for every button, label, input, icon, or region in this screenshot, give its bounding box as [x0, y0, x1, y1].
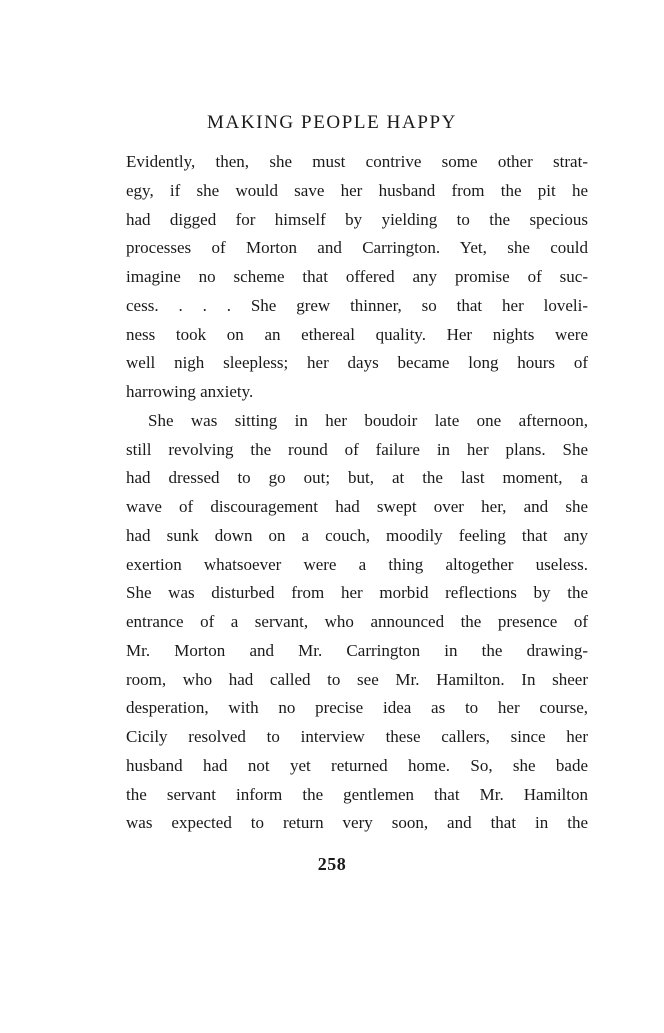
text-line: Mr. Morton and Mr. Carrington in the drawing-: [126, 640, 588, 660]
text-line: well nigh sleepless; her days became long hours of: [126, 353, 588, 373]
page-number: 258: [317, 854, 347, 874]
text-line: Evidently, then, she must contrive some other strat-: [126, 152, 588, 171]
text-line: husband had not yet returned home. So, she bade: [126, 755, 588, 775]
text-line: Cicily resolved to interview these callers, since her: [126, 727, 588, 746]
text-line: still revolving the round of failure in her plans. She: [126, 439, 588, 459]
text-line: desperation, with no precise idea as to her course,: [126, 698, 588, 718]
text-line: was expected to return very soon, and that in the: [126, 813, 588, 833]
text-line: room, who had called to see Mr. Hamilton. In sheer: [126, 669, 588, 689]
text-line: had digged for himself by yielding to the specious: [126, 209, 588, 229]
text-line: entrance of a servant, who announced the presence of: [126, 612, 588, 631]
text-line: exertion whatsoever were a thing altogether useless.: [126, 554, 588, 574]
text-line: had dressed to go out; but, at the last moment, a: [126, 468, 588, 488]
body-text: [126, 148, 588, 838]
text-line: egy, if she would save her husband from the pit he: [126, 180, 588, 200]
text-line: She was disturbed from her morbid reflections by the: [126, 583, 588, 603]
text-line: processes of Morton and Carrington. Yet, she could: [126, 238, 588, 258]
text-line: ness took on an ethereal quality. Her nights were: [126, 324, 588, 344]
text-line-paragraph-start: She was sitting in her boudoir late one afternoon,: [148, 410, 588, 430]
text-line: cess. . . . She grew thinner, so that her loveli-: [126, 295, 588, 315]
text-line: the servant inform the gentlemen that Mr. Hamilton: [126, 784, 588, 804]
running-head: MAKING PEOPLE HAPPY: [207, 112, 457, 133]
text-line-paragraph-end: harrowing anxiety.: [126, 382, 254, 401]
text-line: imagine no scheme that offered any promise of suc-: [126, 267, 588, 286]
text-line: wave of discouragement had swept over her, and she: [126, 497, 588, 516]
text-line: had sunk down on a couch, moodily feeling that any: [126, 525, 588, 545]
